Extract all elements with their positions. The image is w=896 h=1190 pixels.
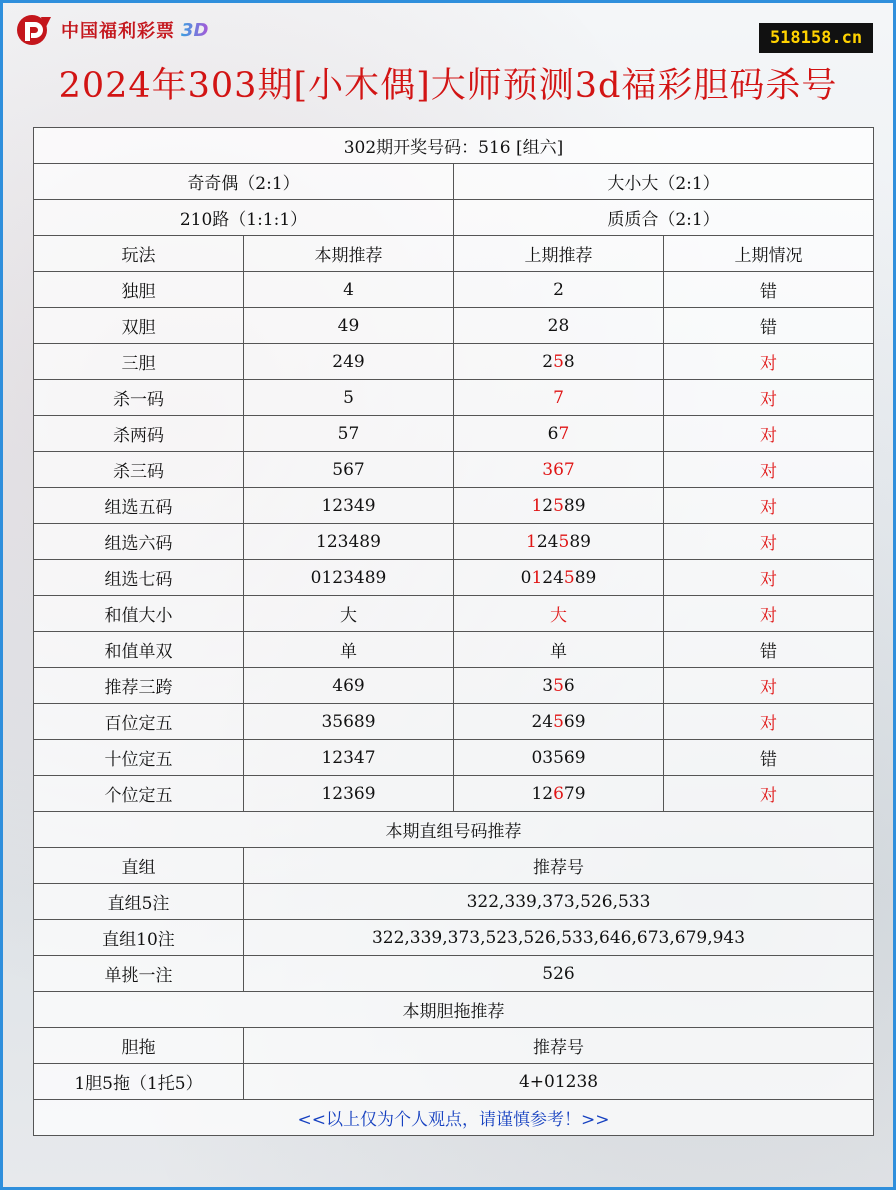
previous-pick (454, 776, 664, 812)
drag-header-left: 胆拖 (34, 1028, 244, 1064)
previous-pick-segment: 1 (526, 531, 537, 552)
previous-pick-segment: 2 (542, 495, 554, 516)
previous-pick-segment: 89 (574, 567, 597, 588)
play-name: 推荐三跨 (34, 668, 244, 704)
direct-label: 直组10注 (34, 920, 244, 956)
drag-value: 4+01238 (244, 1064, 874, 1100)
previous-pick (454, 704, 664, 740)
previous-pick-segment: 7 (553, 387, 564, 408)
drag-label: 1胆5拖（1托5） (34, 1064, 244, 1100)
table-row (34, 956, 874, 992)
page-title: 2024年303期[小木偶]大师预测3d福彩胆码杀号 (58, 66, 838, 106)
previous-pick-segment: 1 (531, 567, 543, 588)
welfare-lottery-logo-icon (15, 13, 55, 47)
previous-pick-segment: 5 (553, 495, 564, 516)
play-name: 杀两码 (34, 416, 244, 452)
header-current: 本期推荐 (244, 236, 454, 272)
previous-result: 对 (664, 560, 874, 596)
previous-pick-segment: 8 (563, 351, 575, 372)
previous-pick-segment: 24 (531, 711, 554, 732)
previous-result: 对 (664, 488, 874, 524)
previous-pick-segment: 7 (558, 423, 570, 444)
play-name: 和值单双 (34, 632, 244, 668)
direct-header-row (34, 848, 874, 884)
table-row (34, 416, 874, 452)
previous-result: 错 (664, 308, 874, 344)
play-name: 独胆 (34, 272, 244, 308)
table-row (34, 596, 874, 632)
play-name: 双胆 (34, 308, 244, 344)
current-pick: 469 (244, 668, 454, 704)
table-row (34, 704, 874, 740)
previous-result: 错 (664, 632, 874, 668)
table-row (34, 920, 874, 956)
table-row (34, 668, 874, 704)
direct-label: 单挑一注 (34, 956, 244, 992)
route-pattern: 210路（1:1:1） (34, 200, 454, 236)
previous-pick-segment: 24 (536, 531, 559, 552)
previous-pick-segment: 2 (553, 279, 564, 300)
footer-note: <<以上仅为个人观点，请谨慎参考！>> (34, 1100, 874, 1136)
previous-pick (454, 308, 664, 344)
play-name: 个位定五 (34, 776, 244, 812)
previous-pick-segment: 6 (547, 423, 559, 444)
previous-pick (454, 668, 664, 704)
table-row (34, 488, 874, 524)
current-pick: 57 (244, 416, 454, 452)
table-row (34, 380, 874, 416)
current-pick: 249 (244, 344, 454, 380)
prediction-table (33, 127, 874, 1136)
drag-header-row (34, 1028, 874, 1064)
play-name: 杀三码 (34, 452, 244, 488)
drag-section-title-row (34, 992, 874, 1028)
current-pick: 12347 (244, 740, 454, 776)
previous-result: 对 (664, 596, 874, 632)
previous-result: 对 (664, 452, 874, 488)
table-row (34, 560, 874, 596)
previous-pick (454, 488, 664, 524)
previous-result: 对 (664, 776, 874, 812)
current-pick: 123489 (244, 524, 454, 560)
previous-pick (454, 452, 664, 488)
current-pick: 567 (244, 452, 454, 488)
direct-header-right: 推荐号 (244, 848, 874, 884)
direct-section-title-row (34, 812, 874, 848)
table-header-row (34, 236, 874, 272)
table-row (34, 308, 874, 344)
previous-pick-segment: 5 (558, 531, 570, 552)
site-badge: 518158.cn (759, 23, 873, 53)
play-name: 十位定五 (34, 740, 244, 776)
play-name: 组选七码 (34, 560, 244, 596)
previous-pick (454, 344, 664, 380)
previous-pick (454, 632, 664, 668)
current-pick: 35689 (244, 704, 454, 740)
prime-pattern: 质质合（2:1） (454, 200, 874, 236)
previous-pick-segment: 89 (563, 495, 586, 516)
table-row (34, 1064, 874, 1100)
play-name: 杀一码 (34, 380, 244, 416)
direct-label: 直组5注 (34, 884, 244, 920)
footer-row (34, 1100, 874, 1136)
previous-pick-segment: 5 (563, 567, 575, 588)
previous-pick-segment: 6 (553, 783, 564, 804)
previous-pick-segment: 69 (563, 711, 586, 732)
previous-pick-segment: 1 (531, 495, 543, 516)
parity-pattern: 奇奇偶（2:1） (34, 164, 454, 200)
direct-value: 322,339,373,523,526,533,646,673,679,943 (244, 920, 874, 956)
previous-pick-segment: 2 (542, 351, 554, 372)
previous-pick-segment: 大 (550, 606, 567, 626)
play-name: 百位定五 (34, 704, 244, 740)
previous-pick (454, 416, 664, 452)
current-pick: 5 (244, 380, 454, 416)
current-pick: 49 (244, 308, 454, 344)
direct-value: 526 (244, 956, 874, 992)
previous-pick-segment: 03569 (531, 747, 586, 768)
previous-pick (454, 740, 664, 776)
previous-result: 对 (664, 704, 874, 740)
previous-pick-segment: 12 (531, 783, 554, 804)
direct-header-left: 直组 (34, 848, 244, 884)
table-row (34, 632, 874, 668)
last-draw-text: 302期开奖号码：516 [组六] (34, 128, 874, 164)
direct-value: 322,339,373,526,533 (244, 884, 874, 920)
current-pick: 12369 (244, 776, 454, 812)
current-pick: 大 (244, 596, 454, 632)
current-pick: 单 (244, 632, 454, 668)
previous-pick-segment: 5 (553, 351, 564, 372)
table-row (34, 776, 874, 812)
previous-pick-segment: 24 (542, 567, 564, 588)
previous-result: 对 (664, 344, 874, 380)
current-pick: 12349 (244, 488, 454, 524)
drag-section-title: 本期胆拖推荐 (34, 992, 874, 1028)
previous-result: 错 (664, 740, 874, 776)
previous-pick-segment: 单 (550, 642, 567, 662)
play-name: 和值大小 (34, 596, 244, 632)
previous-pick-segment: 28 (547, 315, 570, 336)
play-name: 三胆 (34, 344, 244, 380)
header-previous: 上期推荐 (454, 236, 664, 272)
current-pick: 0123489 (244, 560, 454, 596)
header-result: 上期情况 (664, 236, 874, 272)
previous-result: 对 (664, 524, 874, 560)
last-draw-row (34, 128, 874, 164)
direct-section-title: 本期直组号码推荐 (34, 812, 874, 848)
previous-pick (454, 560, 664, 596)
play-name: 组选六码 (34, 524, 244, 560)
previous-pick-segment: 0 (520, 567, 532, 588)
previous-pick (454, 596, 664, 632)
play-name: 组选五码 (34, 488, 244, 524)
logo-text: 中国福利彩票 (61, 21, 175, 42)
table-row (34, 452, 874, 488)
previous-pick-segment: 5 (553, 711, 564, 732)
table-row (34, 884, 874, 920)
size-pattern: 大小大（2:1） (454, 164, 874, 200)
previous-result: 对 (664, 416, 874, 452)
current-pick: 4 (244, 272, 454, 308)
previous-pick-segment: 6 (563, 675, 575, 696)
table-row (34, 272, 874, 308)
previous-pick-segment: 3 (542, 675, 554, 696)
previous-pick (454, 524, 664, 560)
drag-header-right: 推荐号 (244, 1028, 874, 1064)
previous-result: 对 (664, 668, 874, 704)
previous-result: 错 (664, 272, 874, 308)
previous-pick (454, 272, 664, 308)
previous-result: 对 (664, 380, 874, 416)
logo-3d-text: 3D (181, 19, 209, 41)
previous-pick-segment: 79 (563, 783, 586, 804)
previous-pick-segment: 89 (569, 531, 591, 552)
previous-pick (454, 380, 664, 416)
table-row (34, 524, 874, 560)
pattern-row-1 (34, 164, 874, 200)
previous-pick-segment: 5 (553, 675, 564, 696)
previous-pick-segment: 367 (542, 459, 575, 480)
table-row (34, 344, 874, 380)
pattern-row-2 (34, 200, 874, 236)
lottery-logo (15, 13, 208, 47)
header-play: 玩法 (34, 236, 244, 272)
table-row (34, 740, 874, 776)
